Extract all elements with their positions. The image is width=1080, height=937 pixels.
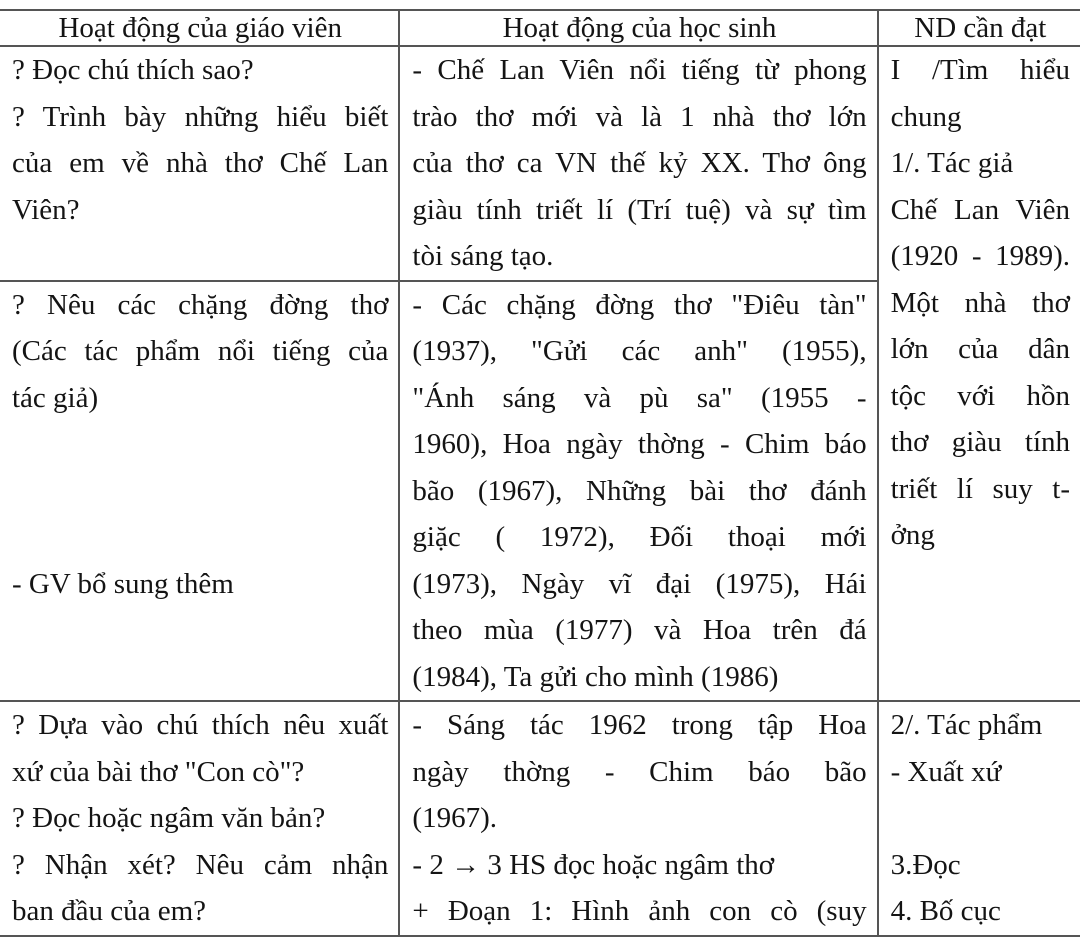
text-line: - Xuất xứ xyxy=(890,755,1002,788)
text-line: Chế Lan Viên xyxy=(890,193,1070,226)
text-line: ban đầu của em? xyxy=(12,895,207,927)
text-line: ởng xyxy=(890,519,935,551)
text-line: ? Nêu các chặng đờng thơ xyxy=(12,288,389,321)
table-header-row xyxy=(0,10,1080,46)
text-line: 4. Bố cục xyxy=(890,895,1001,927)
teacher-activity-cell xyxy=(0,701,399,936)
text-line: (Các tác phẩm nổi tiếng của xyxy=(12,335,389,367)
text-line: (1973), Ngày vĩ đại (1975), Hái xyxy=(412,567,867,600)
blank-line xyxy=(891,795,1070,842)
text-line: lớn của dân xyxy=(890,333,1070,365)
text-line: của thơ ca VN thế kỷ XX. Thơ ông xyxy=(412,147,867,179)
text-line: (1920 - 1989). xyxy=(890,240,1070,272)
text-line: tác giả) xyxy=(12,381,99,414)
text-line: triết lí suy t- xyxy=(890,472,1070,505)
blank-line xyxy=(12,421,388,468)
table-row xyxy=(0,46,1080,281)
text-line: - GV bổ sung thêm xyxy=(12,567,234,600)
text-line: - 2 → 3 HS đọc hoặc ngâm thơ xyxy=(412,848,775,881)
table-row xyxy=(0,701,1080,936)
header-student-activity: Hoạt động của học sinh xyxy=(399,10,877,46)
text-line: theo mùa (1977) và Hoa trên đá xyxy=(412,614,867,646)
text-line: tộc với hồn xyxy=(890,379,1070,412)
text-line: (1967). xyxy=(412,802,497,834)
text-line: 2/. Tác phẩm xyxy=(890,709,1043,741)
header-teacher-activity: Hoạt động của giáo viên xyxy=(0,10,399,46)
text-line: ? Đọc chú thích sao? xyxy=(12,54,254,86)
text-line: ? Đọc hoặc ngâm văn bản? xyxy=(12,802,326,834)
header-required-content: ND cần đạt xyxy=(878,10,1080,46)
text-line: + Đoạn 1: Hình ảnh con cò (suy xyxy=(412,895,867,927)
text-line: chung xyxy=(890,100,962,133)
text-line: 1/. Tác giả xyxy=(890,147,1014,179)
text-line: (1937), "Gửi các anh" (1955), xyxy=(412,335,867,367)
text-line: I /Tìm hiểu xyxy=(890,54,1070,86)
text-line: - Sáng tác 1962 trong tập Hoa xyxy=(412,709,867,741)
text-line: - Chế Lan Viên nổi tiếng từ phong xyxy=(412,54,867,86)
text-line: "Ánh sáng và pù sa" (1955 - xyxy=(412,381,867,414)
text-line: xứ của bài thơ "Con cò"? xyxy=(12,755,305,788)
text-line: ? Trình bày những hiểu biết xyxy=(12,100,389,133)
teacher-activity-cell xyxy=(0,281,399,702)
text-line: bão (1967), Những bài thơ đánh xyxy=(412,474,867,507)
text-line: giặc ( 1972), Đối thoại mới xyxy=(412,521,867,553)
text-line: 3.Đọc xyxy=(890,848,961,881)
text-line: 1960), Hoa ngày thờng - Chim báo xyxy=(412,428,867,460)
text-line: giàu tính triết lí (Trí tuệ) và sự tìm xyxy=(412,193,867,226)
blank-line xyxy=(12,468,388,515)
text-line: trào thơ mới và là 1 nhà thơ lớn xyxy=(412,100,867,133)
text-line: (1984), Ta gửi cho mình (1986) xyxy=(412,660,779,693)
teacher-activity-cell xyxy=(0,46,399,281)
text-line: ? Nhận xét? Nêu cảm nhận xyxy=(12,848,389,881)
lesson-plan-table xyxy=(0,9,1080,937)
text-line: thơ giàu tính xyxy=(890,426,1070,458)
text-line: ? Dựa vào chú thích nêu xuất xyxy=(12,709,389,741)
text-line: - Các chặng đờng thơ "Điêu tàn" xyxy=(412,288,867,321)
text-line: tòi sáng tạo. xyxy=(412,240,554,272)
required-content-cell-merged xyxy=(878,46,1080,701)
student-activity-cell xyxy=(399,46,877,281)
text-line: Một nhà thơ xyxy=(890,286,1070,319)
text-line: của em về nhà thơ Chế Lan xyxy=(12,147,389,179)
student-activity-cell xyxy=(399,281,877,702)
required-content-cell xyxy=(878,701,1080,936)
text-line: ngày thờng - Chim báo bão xyxy=(412,755,867,788)
blank-line xyxy=(12,514,388,561)
student-activity-cell xyxy=(399,701,877,936)
text-line: Viên? xyxy=(12,193,80,226)
